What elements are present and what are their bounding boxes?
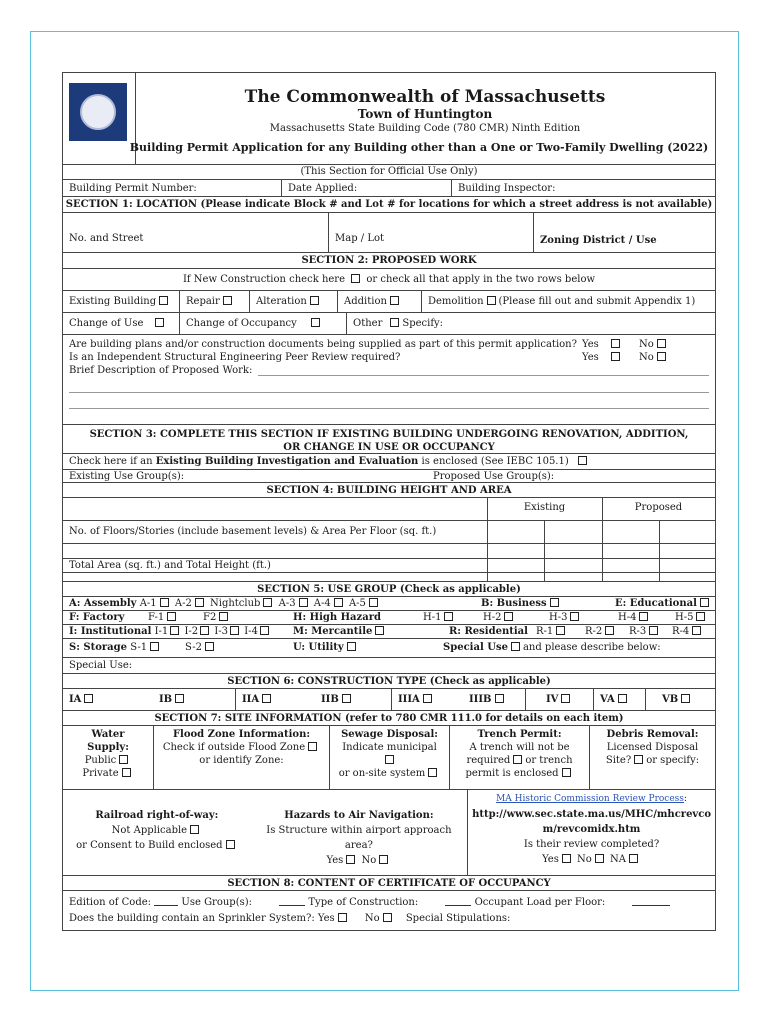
construction-type-input[interactable] — [445, 896, 471, 906]
type-iiia-checkbox[interactable] — [423, 694, 432, 703]
onsite-checkbox[interactable] — [428, 768, 437, 777]
construction-type-label: Type of Construction: — [308, 897, 419, 908]
change-use-checkbox[interactable] — [155, 318, 164, 327]
h3-checkbox[interactable] — [570, 612, 579, 621]
occupant-load-label: Occupant Load per Floor: — [474, 897, 606, 908]
existing-column-header: Existing — [523, 502, 566, 513]
r1-label: R-1 — [536, 626, 554, 637]
i1-checkbox[interactable] — [170, 626, 179, 635]
peer-yes-label: Yes — [582, 352, 599, 363]
business-label: B: Business — [481, 598, 547, 609]
other-label: Other — [353, 318, 383, 329]
review-no-checkbox[interactable] — [595, 854, 604, 863]
airport-no-label: No — [361, 855, 377, 866]
plans-yes-checkbox[interactable] — [611, 339, 620, 348]
type-ia-label: IA — [69, 694, 82, 705]
trench-enclosed-checkbox[interactable] — [562, 768, 571, 777]
repair-checkbox[interactable] — [223, 296, 232, 305]
r3-checkbox[interactable] — [649, 626, 658, 635]
disposal-site-label: Site? — [605, 755, 632, 766]
trench-enclosed-label: permit is enclosed — [465, 768, 559, 779]
new-construction-label: If New Construction check here — [182, 274, 345, 285]
investigation-label-a: Check here if an — [69, 456, 153, 467]
trench-required-label: required — [466, 755, 511, 766]
permit-form — [62, 72, 716, 931]
peer-review-question: Is an Independent Structural Engineering Peer Review required? — [69, 352, 401, 363]
flood-zone-label: Flood Zone Information: — [172, 729, 311, 740]
r4-label: R-4 — [672, 626, 690, 637]
new-construction-checkbox[interactable] — [351, 274, 360, 283]
street-field[interactable]: No. and Street — [69, 233, 144, 244]
special-use-field[interactable]: Special Use: — [63, 657, 715, 673]
change-occupancy-label: Change of Occupancy — [186, 318, 297, 329]
town-name: Town of Huntington — [357, 107, 493, 121]
peer-no-label: No — [639, 352, 654, 363]
new-construction-row — [63, 268, 715, 290]
h1-label: H-1 — [423, 612, 442, 623]
type-ia-checkbox[interactable] — [84, 694, 93, 703]
use-row-storage — [63, 638, 715, 657]
h2-label: H-2 — [483, 612, 502, 623]
h5-checkbox[interactable] — [696, 612, 705, 621]
certificate-block — [63, 890, 715, 930]
plans-block — [63, 334, 715, 424]
public-label: Public — [84, 755, 117, 766]
residential-label: R: Residential — [449, 626, 528, 637]
investigation-label-b: Existing Building Investigation and Evaluation — [155, 456, 419, 467]
debris-removal-label: Debris Removal: — [606, 729, 699, 740]
type-iiib-label: IIIB — [469, 694, 492, 705]
airport-no-checkbox[interactable] — [379, 855, 388, 864]
sprinkler-label: Does the building contain an Sprinkler System?: Yes — [69, 913, 335, 924]
disposal-specify-label: or specify: — [646, 755, 700, 766]
f1-label: F-1 — [148, 612, 165, 623]
seal-icon — [72, 86, 124, 138]
existing-building-checkbox[interactable] — [159, 296, 168, 305]
review-question: Is their review completed? — [523, 839, 660, 850]
occupant-load-input[interactable] — [632, 896, 670, 906]
mhc-url-a: http://www.sec.state.ma.us/MHC/mhcrevco — [472, 809, 711, 820]
i3-label: I-3 — [214, 626, 229, 637]
form-header — [63, 73, 715, 164]
use-group-row — [63, 469, 715, 482]
nightclub-label: Nightclub — [210, 598, 261, 609]
sprinkler-yes-checkbox[interactable] — [338, 913, 347, 922]
form-subtitle: Building Permit Application for any Building other than a One or Two-Family Dwelling (2022) — [129, 141, 709, 154]
r4-checkbox[interactable] — [692, 626, 701, 635]
official-use-row — [63, 179, 715, 196]
peer-no-checkbox[interactable] — [657, 352, 666, 361]
section6-title: SECTION 6: CONSTRUCTION TYPE (Check as applicable) — [63, 673, 715, 688]
a4-checkbox[interactable] — [334, 598, 343, 607]
r1-checkbox[interactable] — [556, 626, 565, 635]
plans-no-label: No — [639, 339, 654, 350]
section5-title: SECTION 5: USE GROUP (Check as applicable) — [63, 581, 715, 596]
mercantile-label: M: Mercantile — [293, 626, 373, 637]
a3-checkbox[interactable] — [299, 598, 308, 607]
description-line-2[interactable] — [69, 377, 709, 393]
repair-label: Repair — [186, 296, 220, 307]
educational-checkbox[interactable] — [700, 598, 709, 607]
site-info-row-2 — [63, 789, 715, 875]
review-na-label: NA — [610, 854, 626, 865]
storage-label: S: Storage — [69, 642, 128, 653]
new-construction-label-b: or check all that apply in the two rows below — [366, 274, 596, 285]
mercantile-checkbox[interactable] — [375, 626, 384, 635]
a1-label: A-1 — [139, 598, 157, 609]
specify-label: Specify: — [402, 318, 444, 329]
alteration-label: Alteration — [256, 296, 307, 307]
special-use-checkbox[interactable] — [511, 642, 520, 651]
sprinkler-no-label: No — [364, 913, 380, 924]
official-use-note: (This Section for Official Use Only) — [63, 164, 715, 179]
assembly-label: A: Assembly — [69, 598, 137, 609]
type-iiia-label: IIIA — [398, 694, 420, 705]
construction-type-row — [63, 688, 715, 710]
site-info-row-1 — [63, 725, 715, 789]
nightclub-checkbox[interactable] — [263, 598, 272, 607]
stipulations-label: Special Stipulations: — [405, 913, 511, 924]
ma-historic-link[interactable]: MA Historic Commission Review Process — [496, 794, 684, 804]
existing-use-group-field[interactable]: Existing Use Group(s): — [69, 471, 185, 482]
disposal-site-checkbox[interactable] — [634, 755, 643, 764]
change-use-label: Change of Use — [69, 318, 144, 329]
demolition-label: Demolition — [428, 296, 484, 307]
flood-outside-checkbox[interactable] — [308, 742, 317, 751]
a4-label: A-4 — [313, 598, 331, 609]
type-va-label: VA — [600, 694, 615, 705]
brief-description-label: Brief Description of Proposed Work: — [69, 365, 253, 376]
trench-permit-label: Trench Permit: — [477, 729, 562, 740]
review-na-checkbox[interactable] — [629, 854, 638, 863]
review-yes-label: Yes — [542, 854, 559, 865]
f2-checkbox[interactable] — [219, 612, 228, 621]
high-hazard-label: H: High Hazard — [293, 612, 381, 623]
location-row — [63, 212, 715, 252]
peer-yes-checkbox[interactable] — [611, 352, 620, 361]
licensed-disposal-label: Licensed Disposal — [606, 742, 699, 753]
use-row-institutional — [63, 624, 715, 638]
flood-outside-label: Check if outside Flood Zone — [162, 742, 306, 753]
r2-checkbox[interactable] — [605, 626, 614, 635]
alteration-checkbox[interactable] — [310, 296, 319, 305]
f1-checkbox[interactable] — [167, 612, 176, 621]
review-yes-checkbox[interactable] — [562, 854, 571, 863]
addition-checkbox[interactable] — [390, 296, 399, 305]
demolition-note: (Please fill out and submit Appendix 1) — [498, 296, 696, 307]
i1-label: I-1 — [154, 626, 169, 637]
change-occupancy-checkbox[interactable] — [311, 318, 320, 327]
educational-label: E: Educational — [615, 598, 697, 609]
brief-description-input[interactable] — [258, 364, 709, 376]
municipal-checkbox[interactable] — [385, 755, 394, 764]
plans-yes-label: Yes — [582, 339, 599, 350]
trench-required-checkbox[interactable] — [513, 755, 522, 764]
special-use-label: Special Use — [443, 642, 508, 653]
h3-label: H-3 — [549, 612, 568, 623]
i4-checkbox[interactable] — [260, 626, 269, 635]
work-type-row-1 — [63, 290, 715, 312]
not-applicable-label: Not Applicable — [111, 825, 188, 836]
r2-label: R-2 — [585, 626, 603, 637]
use-row-factory — [63, 610, 715, 624]
s1-checkbox[interactable] — [150, 642, 159, 651]
type-iia-label: IIA — [242, 694, 260, 705]
type-ib-label: IB — [159, 694, 173, 705]
sprinkler-no-checkbox[interactable] — [383, 913, 392, 922]
section7-title: SECTION 7: SITE INFORMATION (refer to 780 CMR 111.0 for details on each item) — [63, 710, 715, 725]
total-area-label: Total Area (sq. ft.) and Total Height (ft.) — [69, 560, 271, 571]
use-group-label: Use Group(s): — [181, 897, 252, 908]
utility-checkbox[interactable] — [347, 642, 356, 651]
proposed-use-group-field[interactable]: Proposed Use Group(s): — [433, 471, 555, 482]
use-group-input[interactable] — [279, 896, 305, 906]
demolition-checkbox[interactable] — [487, 296, 496, 305]
edition-input[interactable] — [154, 896, 178, 906]
h2-checkbox[interactable] — [504, 612, 513, 621]
public-checkbox[interactable] — [119, 755, 128, 764]
not-applicable-checkbox[interactable] — [190, 825, 199, 834]
form-title: The Commonwealth of Massachusetts — [244, 87, 606, 107]
a3-label: A-3 — [278, 598, 296, 609]
investigation-checkbox[interactable] — [578, 456, 587, 465]
building-code: Massachusetts State Building Code (780 CMR) Ninth Edition — [269, 123, 581, 134]
section3-title: SECTION 3: COMPLETE THIS SECTION IF EXISTING BUILDING UNDERGOING RENOVATION, ADDITION, OR CHANGE IN USE OR OCCUPANCY — [63, 424, 715, 453]
h1-checkbox[interactable] — [444, 612, 453, 621]
consent-label: or Consent to Build enclosed — [76, 840, 223, 851]
a2-checkbox[interactable] — [195, 598, 204, 607]
trench-or-label: or trench — [525, 755, 573, 766]
type-iia-checkbox[interactable] — [262, 694, 271, 703]
factory-label: F: Factory — [69, 612, 125, 623]
type-va-checkbox[interactable] — [618, 694, 627, 703]
type-iv-label: IV — [546, 694, 559, 705]
a1-checkbox[interactable] — [160, 598, 169, 607]
section2-title: SECTION 2: PROPOSED WORK — [63, 252, 715, 268]
railroad-label: Railroad right-of-way: — [95, 810, 219, 821]
zoning-field[interactable]: Zoning District / Use — [533, 213, 715, 252]
edition-label: Edition of Code: — [69, 897, 152, 908]
a5-label: A-5 — [348, 598, 366, 609]
flood-zone-identify: or identify Zone: — [199, 755, 284, 766]
type-iib-checkbox[interactable] — [342, 694, 351, 703]
permit-number-field[interactable]: Building Permit Number: — [69, 183, 197, 194]
utility-label: U: Utility — [293, 642, 344, 653]
i3-checkbox[interactable] — [230, 626, 239, 635]
airport-yes-label: Yes — [326, 855, 344, 866]
map-lot-field[interactable]: Map / Lot — [328, 213, 533, 252]
trench-text-a: A trench will not be — [469, 742, 570, 753]
investigation-label-c: is enclosed (See IEBC 105.1) — [421, 456, 569, 467]
section4-title: SECTION 4: BUILDING HEIGHT AND AREA — [63, 482, 715, 497]
onsite-label: or on-site system — [338, 768, 426, 779]
type-iib-label: IIB — [321, 694, 339, 705]
a5-checkbox[interactable] — [369, 598, 378, 607]
type-iiib-checkbox[interactable] — [495, 694, 504, 703]
section8-title: SECTION 8: CONTENT OF CERTIFICATE OF OCCUPANCY — [63, 875, 715, 890]
mhc-url-b: m/revcomidx.htm — [542, 824, 641, 835]
type-iv-checkbox[interactable] — [561, 694, 570, 703]
plans-no-checkbox[interactable] — [657, 339, 666, 348]
i4-label: I-4 — [244, 626, 258, 637]
proposed-column-header: Proposed — [634, 502, 683, 513]
institutional-label: I: Institutional — [69, 626, 152, 637]
other-checkbox[interactable] — [390, 318, 399, 327]
r3-label: R-3 — [629, 626, 647, 637]
a2-label: A-2 — [174, 598, 192, 609]
private-label: Private — [82, 768, 119, 779]
review-no-label: No — [577, 854, 592, 865]
type-vb-checkbox[interactable] — [681, 694, 690, 703]
h4-label: H-4 — [618, 612, 637, 623]
airport-question: Is Structure within airport approach area? — [266, 825, 452, 851]
water-supply-label: Water Supply: — [87, 729, 129, 753]
s1-label: S-1 — [130, 642, 148, 653]
special-use-desc: and please describe below: — [522, 642, 661, 653]
ma-link-colon: : — [683, 794, 687, 804]
type-vb-label: VB — [662, 694, 679, 705]
s2-label: S-2 — [185, 642, 202, 653]
work-type-row-2 — [63, 312, 715, 334]
sewage-label: Sewage Disposal: — [341, 729, 438, 740]
f2-label: F2 — [203, 612, 217, 623]
h5-label: H-5 — [675, 612, 694, 623]
height-area-table — [63, 497, 715, 581]
s2-checkbox[interactable] — [205, 642, 214, 651]
air-navigation-label: Hazards to Air Navigation: — [284, 810, 434, 821]
addition-label: Addition — [344, 296, 387, 307]
floors-label: No. of Floors/Stories (include basement levels) & Area Per Floor (sq. ft.) — [69, 526, 437, 537]
consent-checkbox[interactable] — [226, 840, 235, 849]
municipal-label: Indicate municipal — [342, 742, 437, 753]
use-row-assembly — [63, 596, 715, 610]
inspector-field[interactable]: Building Inspector: — [451, 180, 715, 196]
business-checkbox[interactable] — [550, 598, 559, 607]
airport-yes-checkbox[interactable] — [346, 855, 355, 864]
date-applied-field[interactable]: Date Applied: — [281, 180, 451, 196]
existing-building-label: Existing Building — [69, 296, 157, 307]
h4-checkbox[interactable] — [639, 612, 648, 621]
i2-label: I-2 — [184, 626, 199, 637]
type-ib-checkbox[interactable] — [175, 694, 184, 703]
town-seal-logo — [69, 83, 127, 141]
private-checkbox[interactable] — [122, 768, 131, 777]
section1-title: SECTION 1: LOCATION (Please indicate Block # and Lot # for locations for which a street address is not available) — [63, 196, 715, 212]
investigation-row — [63, 453, 715, 469]
description-line-3[interactable] — [69, 393, 709, 409]
plans-question: Are building plans and/or construction documents being supplied as part of this permit application? — [69, 339, 577, 350]
i2-checkbox[interactable] — [200, 626, 209, 635]
